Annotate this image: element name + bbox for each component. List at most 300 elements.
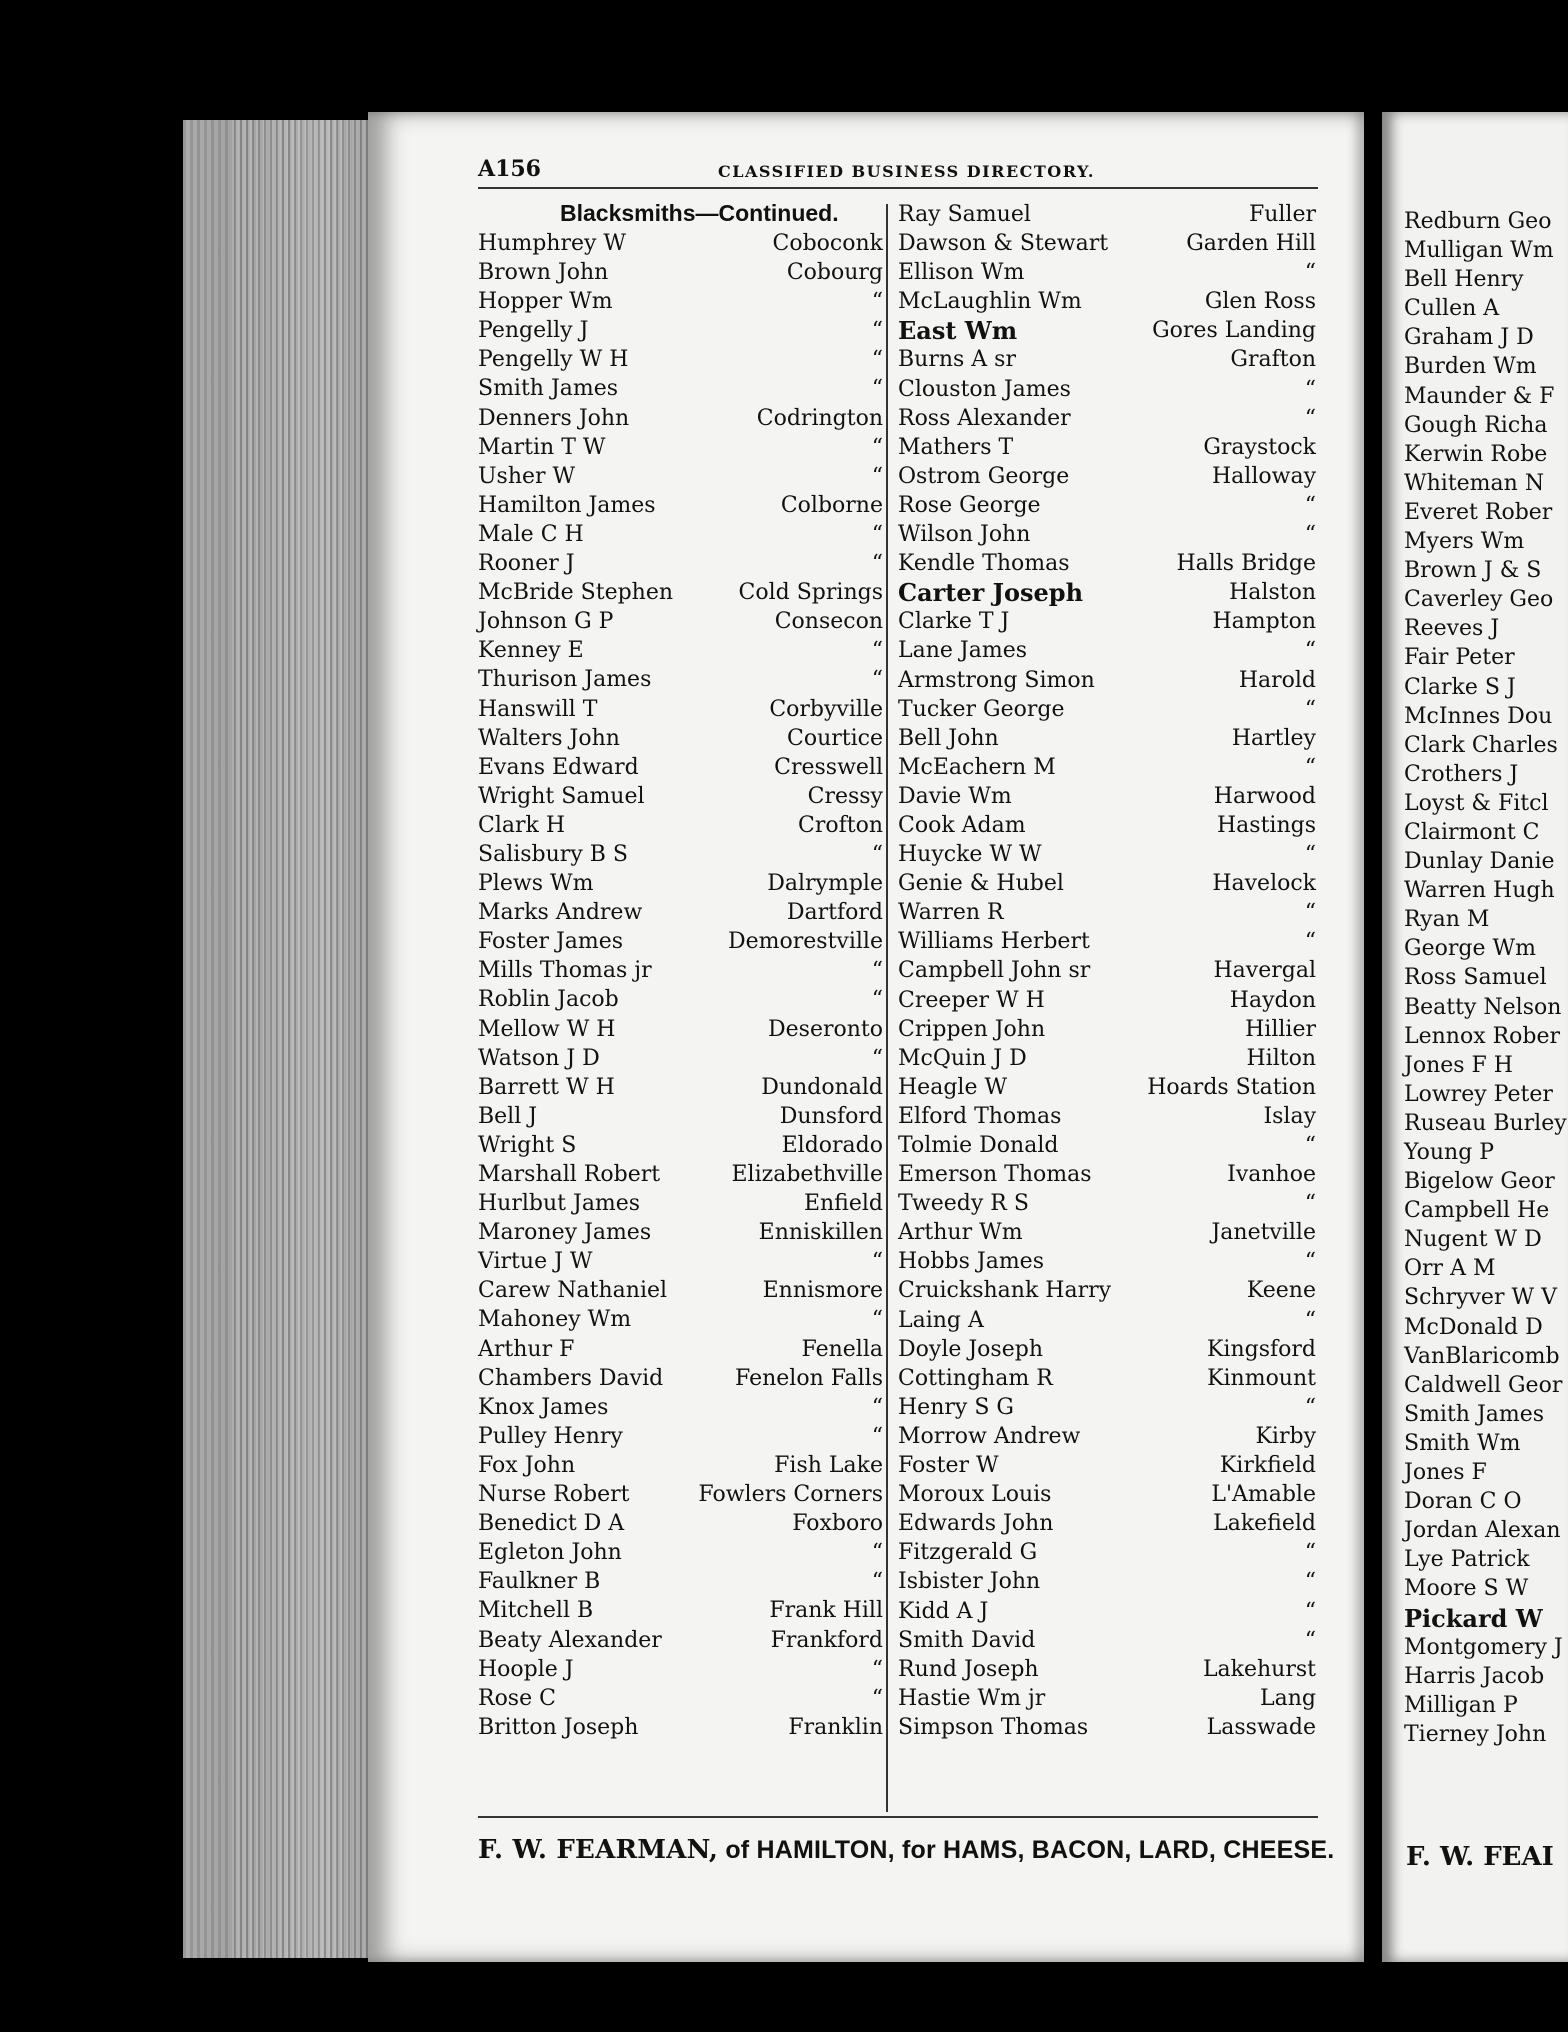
directory-entry: [898, 1713, 1316, 1742]
entry-name: Arthur Wm: [898, 1220, 1023, 1246]
entry-name: Emerson Thomas: [898, 1162, 1092, 1188]
entry-name: Rooner J: [478, 551, 575, 577]
entry-name: Bell John: [898, 725, 999, 751]
directory-entry: [898, 636, 1316, 665]
entry-name: Ostrom George: [898, 463, 1070, 489]
entry-place: Havergal: [1213, 958, 1316, 984]
entry-place: Halloway: [1212, 463, 1316, 489]
entry-place: Kirkfield: [1219, 1453, 1316, 1479]
entry-name: Kidd A J: [898, 1598, 989, 1624]
directory-entry: [1404, 1633, 1568, 1662]
entry-name: Rose C: [478, 1685, 556, 1711]
entry-place: Fenelon Falls: [735, 1365, 883, 1391]
entry-name: Kerwin Robe: [1404, 441, 1548, 467]
entry-place: Fenella: [801, 1336, 883, 1362]
entry-place: Garden Hill: [1186, 231, 1316, 257]
entry-name: Male C H: [478, 521, 584, 547]
directory-entry: [898, 782, 1316, 811]
entry-name: Virtue J W: [478, 1249, 593, 1275]
entry-place: “: [1304, 492, 1316, 518]
directory-entry: [478, 229, 883, 258]
entry-place: “: [871, 521, 883, 547]
entry-place: “: [871, 463, 883, 489]
entry-place: Codrington: [756, 405, 883, 431]
entry-place: Hartley: [1231, 725, 1316, 751]
directory-entry: [898, 695, 1316, 724]
entry-place: “: [1304, 1191, 1316, 1217]
entry-place: Kingsford: [1206, 1336, 1316, 1362]
entry-place: Cresswell: [774, 754, 883, 780]
entry-place: “: [871, 958, 883, 984]
directory-entry: [478, 869, 883, 898]
entry-place: Harwood: [1213, 783, 1316, 809]
directory-entry: [478, 636, 883, 665]
entry-name: Campbell John sr: [898, 958, 1091, 984]
entry-name: Reeves J: [1404, 616, 1500, 642]
entry-name: Simpson Thomas: [898, 1714, 1089, 1740]
entry-name: VanBlaricomb: [1404, 1343, 1560, 1369]
entry-name: Watson J D: [478, 1045, 600, 1071]
entry-place: “: [871, 347, 883, 373]
directory-entry: [898, 1306, 1316, 1335]
entry-place: “: [1304, 260, 1316, 286]
directory-entry: [478, 1451, 883, 1480]
entry-name: Lennox Rober: [1404, 1023, 1561, 1049]
directory-entry: [478, 1044, 883, 1073]
directory-entry: [898, 1335, 1316, 1364]
entry-place: Foxboro: [792, 1511, 883, 1537]
entry-name: Cullen A: [1404, 296, 1500, 322]
directory-entry: [1404, 323, 1568, 352]
directory-entry: [898, 1509, 1316, 1538]
directory-entry: [898, 1364, 1316, 1393]
directory-entry: [898, 549, 1316, 578]
entry-place: “: [871, 1685, 883, 1711]
entry-name: Davie Wm: [898, 783, 1012, 809]
entry-name: Morrow Andrew: [898, 1423, 1081, 1449]
directory-entry: [898, 258, 1316, 287]
directory-entry: [898, 1597, 1316, 1626]
entry-place: “: [871, 1249, 883, 1275]
entry-place: “: [871, 1569, 883, 1595]
directory-entry: [1404, 1167, 1568, 1196]
entry-place: Gores Landing: [1152, 318, 1316, 344]
entry-place: “: [1304, 1569, 1316, 1595]
directory-entry: [898, 1189, 1316, 1218]
advert-text: of HAMILTON, for HAMS, BACON, LARD, CHEESE.: [718, 1836, 1335, 1864]
directory-entry: [1404, 1429, 1568, 1458]
entry-name: Cottingham R: [898, 1365, 1053, 1391]
entry-place: Enniskillen: [758, 1220, 883, 1246]
entry-name: Thurison James: [478, 667, 652, 693]
entry-name: Whiteman N: [1404, 470, 1545, 496]
directory-entry: [1404, 1022, 1568, 1051]
directory-entry: [898, 1131, 1316, 1160]
entry-name: Gough Richa: [1404, 412, 1548, 438]
entry-place: “: [1304, 696, 1316, 722]
entry-place: “: [1304, 1627, 1316, 1653]
entry-name: Jones F H: [1404, 1052, 1513, 1078]
directory-entry: [1404, 1283, 1568, 1312]
directory-entry: [1404, 818, 1568, 847]
directory-entry: [478, 1218, 883, 1247]
entry-place: Cobourg: [786, 260, 883, 286]
directory-entry: [1404, 527, 1568, 556]
column-divider: [886, 204, 888, 1812]
entry-name: Schryver W V: [1404, 1285, 1557, 1311]
directory-entry: [1404, 207, 1568, 236]
directory-entry: [1404, 1691, 1568, 1720]
directory-entry: [478, 404, 883, 433]
entry-name: Doyle Joseph: [898, 1336, 1043, 1362]
entry-place: Eldorado: [781, 1132, 883, 1158]
entry-place: Dalrymple: [767, 871, 883, 897]
entry-name: Heagle W: [898, 1074, 1008, 1100]
entry-name: Smith David: [898, 1627, 1036, 1653]
entry-place: “: [1304, 929, 1316, 955]
entry-name: Cook Adam: [898, 812, 1026, 838]
entry-place: Franklin: [788, 1714, 883, 1740]
entry-place: Havelock: [1212, 871, 1316, 897]
entry-name: Clarke S J: [1404, 674, 1516, 700]
entry-name: Campbell He: [1404, 1198, 1550, 1224]
directory-entry: [898, 666, 1316, 695]
entry-name: McQuin J D: [898, 1045, 1027, 1071]
entry-name: Denners John: [478, 405, 630, 431]
entry-name: Mellow W H: [478, 1016, 616, 1042]
entry-name: Hopper Wm: [478, 289, 613, 315]
entry-name: Johnson G P: [478, 609, 614, 635]
directory-entry: [478, 956, 883, 985]
entry-place: Halls Bridge: [1176, 551, 1316, 577]
entry-place: “: [871, 1045, 883, 1071]
directory-entry: [1404, 963, 1568, 992]
directory-entry: [898, 956, 1316, 985]
directory-entry: [478, 520, 883, 549]
entry-name: McBride Stephen: [478, 580, 674, 606]
entry-name: Mills Thomas jr: [478, 958, 652, 984]
directory-entry: [478, 462, 883, 491]
directory-entry: [1404, 1574, 1568, 1603]
entry-place: Courtice: [787, 725, 883, 751]
directory-entry: [478, 491, 883, 520]
entry-name: Rose George: [898, 492, 1041, 518]
entry-place: “: [1304, 376, 1316, 402]
entry-name: Kenney E: [478, 638, 584, 664]
entry-place: Dundonald: [761, 1074, 883, 1100]
directory-entry: [898, 1393, 1316, 1422]
entry-name: Mahoney Wm: [478, 1307, 632, 1333]
entry-name: Mathers T: [898, 434, 1014, 460]
entry-place: “: [871, 1423, 883, 1449]
entry-place: Crofton: [798, 812, 883, 838]
entry-name: Salisbury B S: [478, 841, 628, 867]
directory-entry: [1404, 731, 1568, 760]
directory-entry: [478, 1393, 883, 1422]
directory-entry: [1404, 440, 1568, 469]
entry-name: Smith Wm: [1404, 1430, 1521, 1456]
entry-name: Dunlay Danie: [1404, 849, 1555, 875]
directory-entry: [478, 345, 883, 374]
entry-place: Lakehurst: [1202, 1656, 1316, 1682]
entry-name: McEachern M: [898, 754, 1056, 780]
directory-entry: [898, 1684, 1316, 1713]
directory-entry: [898, 1015, 1316, 1044]
directory-entry: [1404, 789, 1568, 818]
entry-name: Maroney James: [478, 1220, 652, 1246]
entry-name: Rund Joseph: [898, 1656, 1039, 1682]
entry-name: Tierney John: [1404, 1721, 1547, 1747]
entry-place: Hampton: [1212, 609, 1316, 635]
entry-name: Montgomery J: [1404, 1634, 1563, 1660]
directory-entry: [478, 665, 883, 694]
directory-entry: [898, 1567, 1316, 1596]
advert-footer: [478, 1835, 1335, 1865]
directory-entry: [478, 1305, 883, 1334]
entry-name: Mitchell B: [478, 1598, 594, 1624]
directory-entry: [478, 1335, 883, 1364]
entry-name: Kendle Thomas: [898, 551, 1070, 577]
entry-name: Edwards John: [898, 1511, 1054, 1537]
entry-place: Deseronto: [768, 1016, 883, 1042]
entry-name: Huycke W W: [898, 842, 1042, 868]
directory-entry: [898, 375, 1316, 404]
entry-place: Kirby: [1255, 1423, 1316, 1449]
directory-entry: [898, 1218, 1316, 1247]
entry-name: Pengelly W H: [478, 347, 629, 373]
entry-name: Clarke T J: [898, 609, 1010, 635]
directory-entry: [1404, 702, 1568, 731]
advert-firm: F. W. FEARMAN,: [478, 1835, 719, 1865]
entry-place: Lang: [1260, 1685, 1316, 1711]
directory-entry: [478, 1596, 883, 1625]
entry-name: Warren Hugh: [1404, 878, 1555, 904]
directory-entry: [898, 927, 1316, 956]
entry-name: Caverley Geo: [1404, 587, 1554, 613]
entry-name: Milligan P: [1404, 1692, 1518, 1718]
entry-place: L'Amable: [1211, 1482, 1316, 1508]
entry-name: Ruseau Burley: [1404, 1110, 1567, 1136]
entry-name: Redburn Geo: [1404, 209, 1552, 234]
directory-entry: [898, 433, 1316, 462]
entry-name: Mulligan Wm: [1404, 238, 1554, 264]
entry-place: “: [1304, 842, 1316, 868]
entry-place: Enfield: [803, 1191, 883, 1217]
entry-name: Crothers J: [1404, 761, 1519, 787]
entry-name: Roblin Jacob: [478, 987, 619, 1013]
entry-name: Evans Edward: [478, 754, 639, 780]
entry-name: Carter Joseph: [898, 578, 1084, 608]
entry-name: Faulkner B: [478, 1569, 601, 1595]
entry-place: Lakefield: [1213, 1511, 1316, 1537]
entry-name: McDonald D: [1404, 1314, 1543, 1340]
entry-place: Cressy: [807, 783, 883, 809]
directory-entry: [1404, 1138, 1568, 1167]
directory-entry: [898, 1538, 1316, 1567]
directory-entry: [898, 200, 1316, 229]
directory-entry: [478, 1567, 883, 1596]
entry-name: East Wm: [898, 316, 1018, 346]
directory-entry: [898, 229, 1316, 258]
directory-entry: [1404, 1080, 1568, 1109]
entry-name: Beatty Nelson: [1404, 994, 1562, 1020]
entry-name: Henry S G: [898, 1394, 1014, 1420]
entry-place: “: [871, 1307, 883, 1333]
directory-entry: [1404, 1458, 1568, 1487]
directory-entry: [478, 1015, 883, 1044]
directory-entry: [478, 1480, 883, 1509]
entry-name: Martin T W: [478, 434, 606, 460]
directory-page: [368, 112, 1364, 1962]
entry-place: “: [871, 667, 883, 693]
entry-name: Isbister John: [898, 1569, 1041, 1595]
directory-entry: [898, 724, 1316, 753]
entry-name: Smith James: [1404, 1401, 1545, 1427]
directory-entry: [478, 1626, 883, 1655]
entry-name: Foster James: [478, 929, 624, 955]
entry-name: Hurlbut James: [478, 1191, 641, 1217]
entry-name: Clairmont C: [1404, 819, 1540, 845]
entry-name: Jones F: [1404, 1460, 1487, 1486]
entry-place: Glen Ross: [1204, 289, 1316, 315]
left-column: [478, 229, 883, 1742]
entry-name: Cruickshank Harry: [898, 1278, 1112, 1304]
entry-name: Brown J & S: [1404, 558, 1542, 584]
directory-entry: [1404, 1400, 1568, 1429]
entry-name: Doran C O: [1404, 1489, 1522, 1515]
directory-entry: [1404, 1225, 1568, 1254]
entry-place: Demorestville: [728, 929, 883, 955]
entry-name: Ross Samuel: [1404, 965, 1547, 991]
entry-name: Britton Joseph: [478, 1714, 639, 1740]
page-number: A156: [478, 156, 541, 182]
entry-name: Tweedy R S: [898, 1191, 1029, 1217]
directory-entry: [1404, 1662, 1568, 1691]
directory-entry: [478, 607, 883, 636]
directory-entry: [478, 258, 883, 287]
directory-entry: [898, 1626, 1316, 1655]
directory-entry: [898, 1276, 1316, 1305]
entry-place: “: [871, 1656, 883, 1682]
directory-entry: [1404, 236, 1568, 265]
directory-entry: [478, 1160, 883, 1189]
entry-place: Fuller: [1248, 202, 1316, 227]
entry-name: Warren R: [898, 900, 1004, 926]
entry-place: “: [1304, 754, 1316, 780]
directory-entry: [478, 1247, 883, 1276]
directory-entry: [898, 462, 1316, 491]
directory-entry: [478, 1131, 883, 1160]
entry-name: Brown John: [478, 260, 609, 286]
directory-entry: [1404, 1342, 1568, 1371]
entry-name: Everet Rober: [1404, 499, 1553, 525]
directory-entry: [1404, 760, 1568, 789]
directory-entry: [1404, 382, 1568, 411]
entry-name: Fox John: [478, 1452, 576, 1478]
entry-name: Jordan Alexan: [1404, 1518, 1561, 1544]
entry-name: Clark H: [478, 812, 566, 838]
directory-entry: [898, 491, 1316, 520]
entry-place: Hilton: [1246, 1045, 1316, 1071]
entry-place: Frankford: [770, 1627, 883, 1653]
directory-entry: [898, 607, 1316, 636]
entry-place: “: [871, 376, 883, 402]
directory-entry: [898, 1044, 1316, 1073]
entry-name: Walters John: [478, 725, 620, 751]
directory-entry: [898, 840, 1316, 869]
entry-place: Fish Lake: [774, 1452, 883, 1478]
entry-place: “: [1304, 1307, 1316, 1333]
directory-entry: [478, 287, 883, 316]
entry-name: Creeper W H: [898, 987, 1045, 1013]
entry-name: Nurse Robert: [478, 1482, 630, 1508]
entry-name: Pulley Henry: [478, 1423, 623, 1449]
entry-place: “: [871, 551, 883, 577]
entry-name: Lowrey Peter: [1404, 1081, 1553, 1107]
directory-entry: [898, 578, 1316, 607]
directory-entry: [1404, 614, 1568, 643]
directory-entry: [478, 840, 883, 869]
entry-name: Genie & Hubel: [898, 871, 1064, 897]
entry-place: Consecon: [774, 609, 883, 635]
directory-entry: [898, 1160, 1316, 1189]
footer-rule: [478, 1816, 1318, 1818]
header-rule: [478, 187, 1318, 189]
directory-entry: [898, 1422, 1316, 1451]
directory-entry: [478, 578, 883, 607]
entry-name: Ray Samuel: [898, 202, 1031, 227]
directory-entry: [898, 520, 1316, 549]
directory-entry: [1404, 1516, 1568, 1545]
entry-name: Marshall Robert: [478, 1162, 661, 1187]
entry-place: “: [871, 638, 883, 664]
directory-entry: [478, 1684, 883, 1713]
entry-name: Pickard W: [1404, 1603, 1543, 1633]
entry-place: “: [1304, 1133, 1316, 1158]
directory-entry: [478, 1276, 883, 1305]
facing-page: [1382, 112, 1568, 1962]
directory-entry: [478, 316, 883, 345]
directory-entry: [1404, 673, 1568, 702]
directory-entry: [898, 898, 1316, 927]
directory-entry: [478, 1102, 883, 1131]
entry-name: Humphrey W: [478, 231, 627, 256]
entry-place: “: [1304, 1598, 1316, 1624]
directory-entry: [478, 1713, 883, 1742]
entry-place: Graystock: [1203, 434, 1316, 460]
entry-name: Hobbs James: [898, 1249, 1044, 1275]
entry-place: Kinmount: [1207, 1365, 1316, 1391]
entry-place: “: [1304, 1249, 1316, 1275]
entry-name: Smith James: [478, 376, 619, 402]
entry-name: Orr A M: [1404, 1256, 1496, 1282]
entry-place: “: [871, 318, 883, 344]
entry-name: Dawson & Stewart: [898, 231, 1109, 257]
entry-name: Lye Patrick: [1404, 1547, 1530, 1573]
entry-name: Foster W: [898, 1453, 999, 1479]
directory-entry: [1404, 411, 1568, 440]
entry-name: Tucker George: [898, 696, 1065, 722]
directory-entry: [1404, 1196, 1568, 1225]
entry-name: Bell Henry: [1404, 267, 1524, 293]
directory-entry: [478, 1538, 883, 1567]
entry-name: McInnes Dou: [1404, 703, 1553, 729]
directory-entry: [1404, 469, 1568, 498]
entry-name: Ryan M: [1404, 907, 1490, 933]
directory-entry: [1404, 876, 1568, 905]
directory-entry: [898, 316, 1316, 345]
entry-place: “: [1304, 900, 1316, 926]
